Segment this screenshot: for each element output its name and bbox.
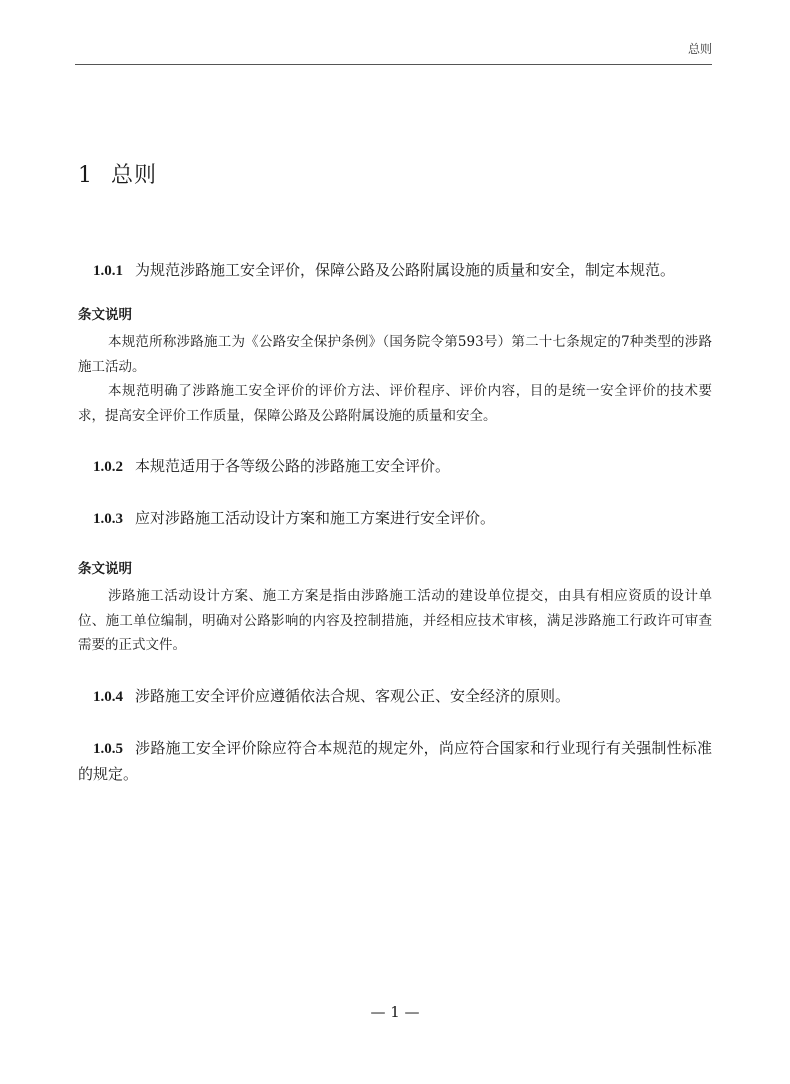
chapter-heading: [78, 158, 157, 189]
clause-number: 1.0.1: [93, 263, 123, 279]
clause-number: 1.0.5: [93, 740, 123, 757]
clause-number: 1.0.2: [93, 459, 123, 475]
clause-number: 1.0.3: [93, 511, 123, 527]
running-header: 总则: [687, 42, 712, 56]
explanation-paragraph: 本规范明确了涉路施工安全评价的评价方法、评价程序、评价内容，目的是统一安全评价的技术要求，提高安全评价工作质量，保障公路及公路附属设施的质量和安全。: [78, 383, 712, 424]
clause-text: 本规范适用于各等级公路的涉路施工安全评价。: [135, 457, 451, 475]
page-body: [78, 258, 712, 787]
clause-text: 为规范涉路施工安全评价，保障公路及公路附属设施的质量和安全，制定本规范。: [135, 261, 676, 279]
clause-1-0-1: [78, 258, 712, 284]
clause-1-0-3: [78, 506, 712, 532]
clause-1-0-2: [78, 454, 712, 480]
header-divider: [75, 64, 712, 65]
page-number: — 1 —: [370, 1003, 420, 1021]
explanation-paragraph: 本规范所称涉路施工为《公路安全保护条例》（国务院令第593号）第二十七条规定的7种类型的涉路施工活动。: [78, 334, 712, 375]
chapter-number: 1: [78, 163, 93, 188]
explanation-heading: 条文说明: [78, 307, 132, 323]
clause-number: 1.0.4: [93, 688, 123, 705]
clause-text: 涉路施工安全评价应遵循依法合规、客观公正、安全经济的原则。: [135, 686, 571, 705]
clause-1-0-4: [78, 684, 712, 710]
clause-1-0-5: [78, 736, 712, 787]
clause-text: 应对涉路施工活动设计方案和施工方案进行安全评价。: [135, 509, 496, 527]
explanation-paragraph: 涉路施工活动设计方案、施工方案是指由涉路施工活动的建设单位提交，由具有相应资质的设计单位、施工单位编制，明确对公路影响的内容及控制措施，并经相应技术审核，满足涉路施工行政许可审查需要的正式文件。: [78, 588, 712, 653]
clause-text: 涉路施工安全评价除应符合本规范的规定外，尚应符合国家和行业现行有关强制性标准的规定。: [78, 738, 712, 783]
explanation-heading: 条文说明: [78, 561, 132, 577]
chapter-title: 总则: [111, 163, 158, 188]
